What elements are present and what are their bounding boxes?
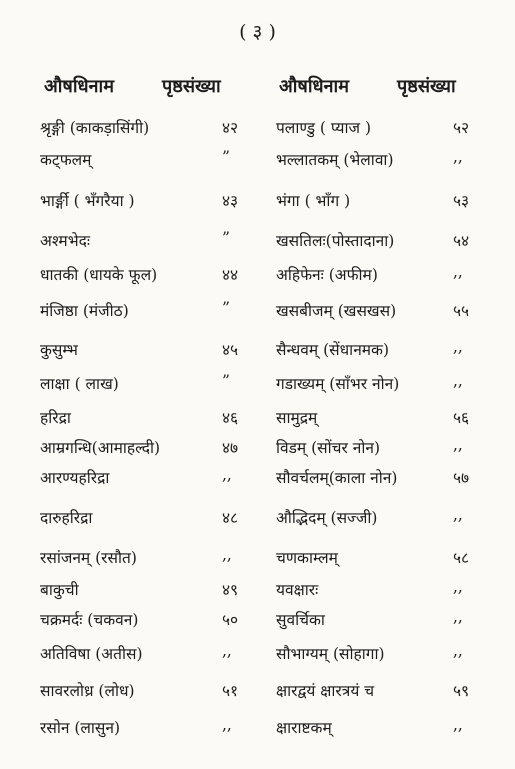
table-row	[40, 116, 488, 140]
table-row	[40, 406, 488, 430]
right-medicine-name: भंगा ( भाँग )	[276, 192, 351, 210]
right-page-number: ५४	[453, 232, 470, 250]
table-row	[40, 436, 488, 460]
right-medicine-name: अहिफेनः (अफीम)	[276, 266, 378, 284]
right-medicine-name: चणकाम्लम्	[276, 549, 338, 567]
right-page-number: ,,	[453, 372, 463, 390]
left-page-number: ,,	[222, 546, 232, 564]
right-page-number: ५६	[453, 409, 470, 427]
right-medicine-name: सौवर्चलम्(काला नोन)	[276, 469, 398, 487]
left-medicine-name: सावरलोध्र (लोध)	[40, 682, 135, 700]
left-medicine-name: कुसुम्भ	[40, 341, 78, 359]
table-row	[40, 466, 488, 490]
right-medicine-name: सामुद्रम्	[276, 409, 318, 427]
right-page-number: ५२	[453, 119, 470, 137]
left-page-number: ४४	[222, 266, 239, 284]
left-page-number: ४२	[222, 119, 239, 137]
table-row	[40, 189, 488, 213]
table-row	[40, 642, 488, 666]
table-header	[44, 74, 484, 98]
left-medicine-name: अश्मभेदः	[40, 232, 90, 250]
left-page-number: ४७	[222, 439, 239, 457]
left-medicine-name: हरिद्रा	[40, 409, 71, 427]
right-medicine-name: सौभाग्यम् (सोहागा)	[276, 645, 385, 663]
left-page-number: ”	[222, 299, 230, 317]
right-medicine-name: पलाण्डु ( प्याज )	[276, 119, 372, 137]
left-medicine-name: चक्रमर्दः (चकवन)	[40, 611, 139, 629]
right-page-number: ५८	[453, 549, 470, 567]
right-medicine-name: क्षाराष्टकम्	[276, 719, 332, 737]
left-page-number: ५१	[222, 682, 239, 700]
left-medicine-name: आम्रगन्धि(आमाहल्दी)	[40, 439, 161, 457]
right-page-number: ,,	[453, 716, 463, 734]
right-medicine-name: खसबीजम् (खसखस)	[276, 302, 397, 320]
right-page-number: ,,	[453, 148, 463, 166]
left-page-number: ”	[222, 372, 230, 390]
table-row	[40, 679, 488, 703]
left-page-number: ”	[222, 229, 230, 247]
left-medicine-name: रसोन (लासुन)	[40, 719, 121, 737]
left-page-number: ”	[222, 148, 230, 166]
right-page-number: ,,	[453, 436, 463, 454]
right-page-number: ,,	[453, 608, 463, 626]
table-row	[40, 506, 488, 530]
table-row	[40, 716, 488, 740]
left-medicine-name: कट्फलम्	[40, 151, 92, 169]
left-medicine-name: बाकुची	[40, 581, 79, 599]
right-page-number: ५७	[453, 469, 470, 487]
right-medicine-name: क्षारद्वयं क्षारत्रयं च	[276, 682, 375, 700]
header-medicine-name-right: औषधिनाम	[279, 76, 349, 97]
right-page-number: ५५	[453, 302, 470, 320]
left-medicine-name: दारुहरिद्रा	[40, 509, 93, 527]
right-medicine-name: भल्लातकम् (भेलावा)	[276, 151, 394, 169]
right-page-number: ,,	[453, 578, 463, 596]
left-medicine-name: अतिविषा (अतीस)	[40, 645, 143, 663]
left-page-number: ४६	[222, 409, 239, 427]
table-row	[40, 578, 488, 602]
header-page-number-left: पृष्ठसंख्या	[162, 76, 221, 97]
table-row	[40, 263, 488, 287]
right-medicine-name: खसतिलः(पोस्तादाना)	[276, 232, 395, 250]
left-medicine-name: रसांजनम् (रसौत)	[40, 549, 137, 567]
header-page-number-right: पृष्ठसंख्या	[397, 76, 456, 97]
table-row	[40, 546, 488, 570]
right-medicine-name: सैन्धवम् (सेंधानमक)	[276, 341, 390, 359]
left-page-number: ,,	[222, 466, 232, 484]
right-page-number: ५३	[453, 192, 470, 210]
table-row	[40, 148, 488, 172]
left-medicine-name: श्रृङ्गी (काकड़ासिंगी)	[40, 119, 150, 137]
left-medicine-name: भार्ङ्गी ( भँगरैया )	[40, 192, 135, 210]
left-page-number: ४९	[222, 581, 239, 599]
table-row	[40, 608, 488, 632]
right-medicine-name: औद्भिदम् (सज्जी)	[276, 509, 378, 527]
left-page-number: ४३	[222, 192, 239, 210]
left-page-number: ४५	[222, 341, 239, 359]
right-page-number: ,,	[453, 642, 463, 660]
right-page-number: ,,	[453, 338, 463, 356]
table-row	[40, 229, 488, 253]
right-medicine-name: यवक्षारः	[276, 581, 319, 599]
left-page-number: ,,	[222, 642, 232, 660]
header-medicine-name-left: औषधिनाम	[44, 76, 114, 97]
table-row	[40, 299, 488, 323]
right-medicine-name: सुवर्चिका	[276, 611, 325, 629]
left-medicine-name: मंजिष्ठा (मंजीठ)	[40, 302, 129, 320]
left-page-number: ,,	[222, 716, 232, 734]
left-page-number: ४८	[222, 509, 239, 527]
right-medicine-name: विडम् (सोंचर नोन)	[276, 439, 381, 457]
table-row	[40, 338, 488, 362]
left-page-number: ५०	[222, 611, 239, 629]
right-medicine-name: गडाख्यम् (साँभर नोन)	[276, 375, 400, 393]
left-medicine-name: लाक्षा ( लाख)	[40, 375, 119, 393]
page-number: ( ३ )	[239, 21, 276, 43]
right-page-number: ,,	[453, 263, 463, 281]
table-row	[40, 372, 488, 396]
left-medicine-name: आरण्यहरिद्रा	[40, 469, 110, 487]
right-page-number: ,,	[453, 506, 463, 524]
left-medicine-name: धातकी (धायके फूल)	[40, 266, 158, 284]
right-page-number: ५९	[453, 682, 470, 700]
